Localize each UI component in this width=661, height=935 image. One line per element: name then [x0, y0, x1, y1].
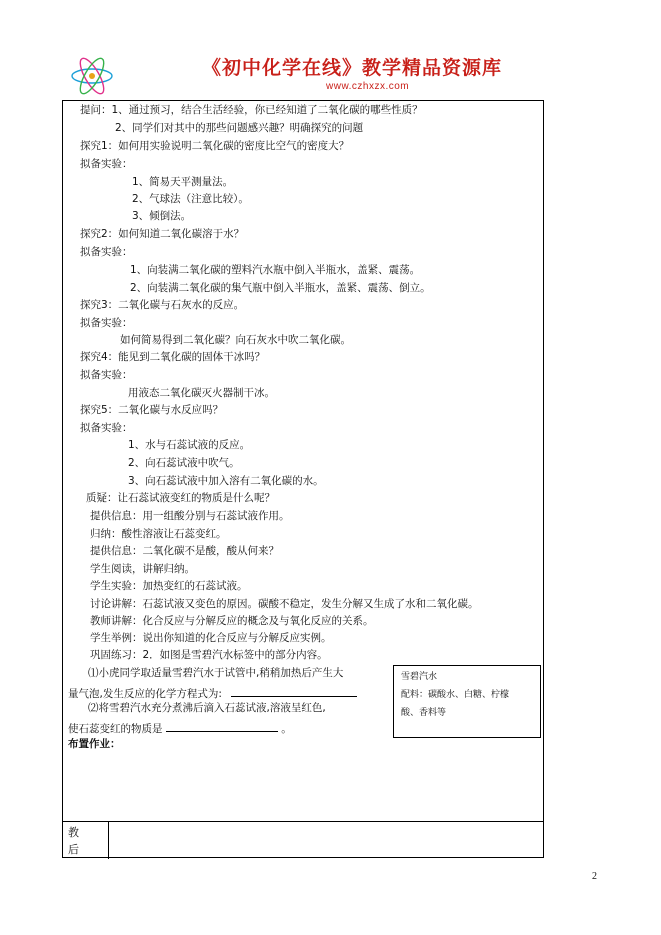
text-line: ⑵将雪碧汽水充分煮沸后滴入石蕊试液,溶液呈红色, [88, 702, 326, 714]
text-line: 如何简易得到二氧化碳？向石灰水中吹二氧化碳。 [120, 334, 351, 346]
answer-blank [166, 719, 278, 732]
text-line: 探究4：能见到二氧化碳的固体干冰吗？ [80, 351, 266, 363]
label-title: 雪碧汽水 [401, 672, 438, 682]
text-line: 用液态二氧化碳灭火器制干冰。 [128, 387, 275, 399]
label-ingredients-cont: 酸、香料等 [401, 708, 447, 718]
text-line: 2、向装满二氧化碳的集气瓶中倒入半瓶水，盖紧、震荡、倒立。 [130, 282, 431, 294]
text-line: 2、气球法（注意比较）。 [132, 193, 249, 205]
text-line: 探究1：如何用实验说明二氧化碳的密度比空气的密度大？ [80, 140, 350, 152]
atom-logo-icon [68, 54, 116, 98]
text-line: 拟备实验： [80, 158, 133, 170]
label-ingredients: 配料：碳酸水、白糖、柠檬 [401, 690, 510, 700]
text-line: 1、水与石蕊试液的反应。 [128, 439, 251, 451]
column-divider [108, 821, 109, 859]
text-line: 2、同学们对其中的那些问题感兴趣？明确探究的问题 [115, 122, 364, 134]
text-line: 拟备实验： [80, 422, 133, 434]
question-text: 量气泡,发生反应的化学方程式为: [68, 688, 222, 700]
text-line: 1、简易天平测量法。 [132, 176, 234, 188]
text-line: 提问：1、通过预习，结合生活经验，你已经知道了二氧化碳的哪些性质？ [80, 104, 423, 116]
text-line [68, 684, 357, 701]
question-text: 。 [281, 723, 292, 735]
text-line: 提供信息：二氧化碳不是酸，酸从何来？ [90, 545, 279, 557]
text-line [68, 719, 292, 736]
text-line: 3、倾倒法。 [132, 210, 192, 222]
text-line: 学生举例：说出你知道的化合反应与分解反应实例。 [90, 632, 332, 644]
text-line: 拟备实验： [80, 246, 133, 258]
text-line: 拟备实验： [80, 369, 133, 381]
header-banner [62, 50, 600, 100]
reflection-label: 教 [68, 826, 79, 839]
text-line: 巩固练习：2．如图是雪碧汽水标签中的部分内容。 [90, 649, 328, 661]
text-line: 3、向石蕊试液中加入溶有二氧化碳的水。 [128, 475, 324, 487]
text-line: 教师讲解：化合反应与分解反应的概念及与氧化反应的关系。 [90, 615, 374, 627]
reflection-label: 后 [68, 843, 79, 856]
text-line: 探究3：二氧化碳与石灰水的反应。 [80, 299, 245, 311]
text-line: 归纳：酸性溶液让石蕊变红。 [90, 528, 227, 540]
row-divider [63, 821, 543, 822]
text-line: 探究2：如何知道二氧化碳溶于水？ [80, 228, 245, 240]
text-line: 学生阅读，讲解归纳。 [90, 563, 195, 575]
banner-url: www.czhxzx.com [326, 81, 410, 92]
answer-blank [231, 684, 357, 697]
text-line: 探究5：二氧化碳与水反应吗？ [80, 404, 224, 416]
banner-title: 《初中化学在线》教学精品资源库 [202, 57, 503, 79]
text-line: 1、向装满二氧化碳的塑料汽水瓶中倒入半瓶水，盖紧、震荡。 [130, 264, 421, 276]
text-line: 提供信息：用一组酸分别与石蕊试液作用。 [90, 510, 290, 522]
text-line: 质疑：让石蕊试液变红的物质是什么呢？ [86, 492, 275, 504]
page-number: 2 [592, 871, 597, 882]
text-line: 学生实验：加热变红的石蕊试液。 [90, 580, 248, 592]
sprite-label-box [393, 665, 541, 738]
text-line: 讨论讲解：石蕊试液又变色的原因。碳酸不稳定，发生分解又生成了水和二氧化碳。 [90, 598, 479, 610]
text-line: 拟备实验： [80, 317, 133, 329]
text-line: 2、向石蕊试液中吹气。 [128, 457, 240, 469]
homework-heading: 布置作业： [68, 738, 121, 750]
question-text: 使石蕊变红的物质是 [68, 723, 163, 735]
text-line: ⑴小虎同学取适量雪碧汽水于试管中,稍稍加热后产生大 [88, 667, 344, 679]
